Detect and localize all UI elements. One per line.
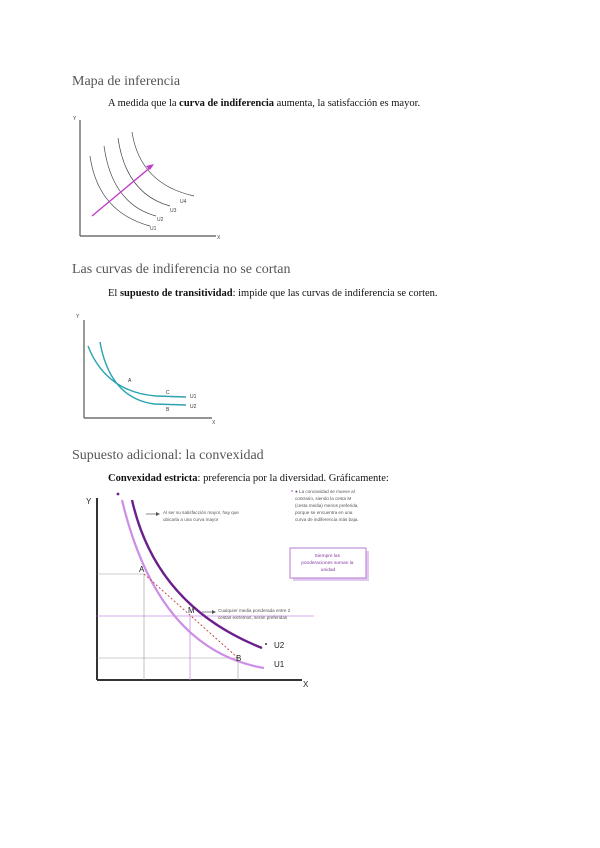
point-label-b: B [236,654,242,663]
curve-label-u2: U2 [157,217,164,223]
origin-marker-icon [117,493,120,496]
point-label-b: B [166,407,170,413]
y-axis-label: Y [76,314,80,320]
note-bullet-icon [291,490,293,492]
note-m: Cualquier media ponderada entre 2 cestas extremos, serán preferidas [218,608,291,620]
curve-label-u4: U4 [180,199,187,205]
curve-u2 [132,500,262,648]
curve-u1 [122,500,264,668]
point-label-c: C [166,390,170,396]
non-crossing-curves-figure [70,312,230,424]
y-axis-label: Y [73,116,77,122]
x-axis-label: X [217,235,221,241]
convexity-figure [84,486,394,688]
section-2-text: El supuesto de transitividad: impide que las curvas de indiferencia se corten. [108,288,438,299]
point-label-a: A [139,565,145,574]
arrow-m-head-icon [212,610,216,614]
satisfaction-arrow [92,166,152,216]
curve-u2 [104,146,156,216]
note-top: ● La concavidad se mueve al contrario, siendo la cesta M (cesta media) menos preferida, porque se encuentra en una curva de indiferencia más baja. [295,489,359,522]
section-1-text: A medida que la curva de indiferencia aumenta, la satisfacción es mayor. [108,98,421,109]
u2-dot-icon [265,643,267,645]
arrow-upper-head-icon [156,512,160,516]
curve-label-u1: U1 [150,226,157,232]
section-3-text: Convexidad estricta: preferencia por la diversidad. Gráficamente: [108,473,389,484]
note-upper-curve: Al ser su satisfacción mayor, hay que ubicarla a una curva mayor [163,510,239,522]
curve-u4 [132,132,194,196]
curve-u2 [100,342,186,405]
weights-box-text: Siempre las ponderaciones suman la unidad [301,554,354,573]
curve-label-u2: U2 [190,404,197,410]
curve-label-u2: U2 [274,641,285,650]
curve-label-u3: U3 [170,208,177,214]
curve-label-u1: U1 [274,660,285,669]
section-1-title: Mapa de inferencia [72,74,181,89]
curve-label-u1: U1 [190,394,197,400]
section-2-title: Las curvas de indiferencia no se cortan [72,262,291,277]
x-axis-label: X [212,420,216,426]
point-label-m: M [188,606,195,615]
point-label-a: A [128,378,132,384]
y-axis-label: Y [86,497,92,506]
section-3-title: Supuesto adicional: la convexidad [72,448,264,463]
x-axis-label: X [303,680,309,689]
indifference-map-figure [70,112,230,244]
